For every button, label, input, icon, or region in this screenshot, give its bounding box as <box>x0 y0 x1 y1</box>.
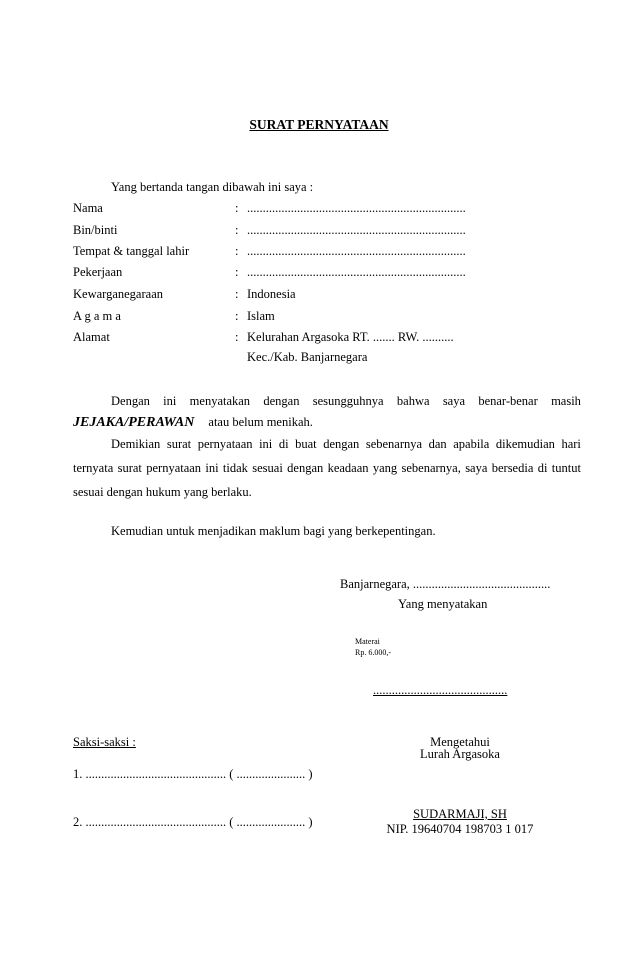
closing-word: surat <box>117 461 142 475</box>
closing-line-2 <box>73 461 581 476</box>
field-value-alamat: Kelurahan Argasoka RT. ....... RW. .......... <box>247 330 454 344</box>
official-nip: NIP. 19640704 198703 1 017 <box>386 822 534 836</box>
statement-word: benar-benar <box>478 394 538 408</box>
closing-word: saya <box>465 461 488 475</box>
field-value-nama: ...................................................................... <box>247 201 466 215</box>
field-label-kewarganegaraan: Kewarganegaraan <box>73 287 163 301</box>
closing-line-1 <box>111 437 581 452</box>
statement-word: masih <box>551 394 581 408</box>
purpose-text: Kemudian untuk menjadikan maklum bagi yang berkepentingan. <box>111 524 436 538</box>
field-colon: : <box>235 309 239 323</box>
field-colon: : <box>235 201 239 215</box>
intro-text: Yang bertanda tangan dibawah ini saya : <box>111 180 314 194</box>
closing-word: hari <box>561 437 581 451</box>
field-label-nama: Nama <box>73 201 103 215</box>
marital-status-rest: atau belum menikah. <box>208 415 313 429</box>
closing-word: pernyataan <box>146 461 202 475</box>
closing-word: pernyataan <box>197 437 253 451</box>
closing-word: yang <box>372 461 398 475</box>
statement-line-1 <box>111 394 581 409</box>
closing-word: sesuai <box>252 461 283 475</box>
field-label-agama: A g a m a <box>73 309 121 323</box>
statement-word: Dengan <box>111 394 150 408</box>
closing-word: tidak <box>222 461 248 475</box>
marital-status: JEJAKA/PERAWAN <box>73 415 195 430</box>
field-value-tempat-tanggal-lahir: ...................................................................... <box>247 244 466 258</box>
official-name: SUDARMAJI, SH <box>413 807 507 821</box>
field-label-pekerjaan: Pekerjaan <box>73 265 123 279</box>
statement-word: dengan <box>263 394 300 408</box>
field-label-alamat: Alamat <box>73 330 110 344</box>
witnesses-title: Saksi-saksi : <box>73 735 136 749</box>
closing-word: dengan <box>323 437 360 451</box>
field-label-tempat-tanggal-lahir: Tempat & tanggal lahir <box>73 244 190 258</box>
closing-word: sebenarnya, <box>401 461 461 475</box>
closing-line-3: sesuai dengan hukum yang berlaku. <box>73 485 252 499</box>
closing-word: di <box>278 437 289 451</box>
closing-word: di <box>537 461 548 475</box>
closing-word: dan <box>428 437 447 451</box>
field-value-bin-binti: ...................................................................... <box>247 223 466 237</box>
statement-line-2 <box>73 415 313 431</box>
closing-word: dengan <box>287 461 324 475</box>
closing-word: surat <box>166 437 192 451</box>
closing-word: buat <box>295 437 317 451</box>
acknowledgement-position: Lurah Argasoka <box>420 747 500 761</box>
document-title: SURAT PERNYATAAN <box>249 117 389 132</box>
signature-line: ........................................... <box>373 683 508 697</box>
statement-word: menyatakan <box>189 394 251 408</box>
closing-word: tuntut <box>551 461 581 475</box>
acknowledgement-label: Mengetahui <box>430 735 490 749</box>
field-value-pekerjaan: ...................................................................... <box>247 265 466 279</box>
field-colon: : <box>235 265 239 279</box>
address-line-2: Kec./Kab. Banjarnegara <box>247 350 368 364</box>
closing-word: ini <box>259 437 273 451</box>
closing-word: apabila <box>453 437 490 451</box>
signer-label: Yang menyatakan <box>398 597 488 611</box>
field-label-bin-binti: Bin/binti <box>73 223 118 237</box>
materai-stamp <box>355 636 391 658</box>
closing-word: dikemudian <box>495 437 555 451</box>
materai-label: Materai <box>355 637 380 646</box>
closing-word: Demikian <box>111 437 161 451</box>
field-colon: : <box>235 287 239 301</box>
statement-word: bahwa <box>396 394 430 408</box>
statement-word: saya <box>442 394 466 408</box>
field-colon: : <box>235 223 239 237</box>
closing-word: sebenarnya <box>365 437 423 451</box>
field-colon: : <box>235 330 239 344</box>
field-value-agama: Islam <box>247 309 275 323</box>
witness-line-1: 1. ............................................. ( ...................... ) <box>73 767 313 781</box>
statement-word: ini <box>163 394 177 408</box>
closing-word: ini <box>205 461 219 475</box>
closing-word: keadaan <box>327 461 369 475</box>
place-date: Banjarnegara, ............................................ <box>340 577 551 591</box>
closing-word: bersedia <box>491 461 534 475</box>
closing-word: ternyata <box>73 461 114 475</box>
field-colon: : <box>235 244 239 258</box>
statement-word: sesungguhnya <box>312 394 384 408</box>
witness-line-2: 2. ............................................. ( ...................... ) <box>73 815 313 829</box>
field-value-kewarganegaraan: Indonesia <box>247 287 296 301</box>
materai-amount: Rp. 6.000,- <box>355 648 391 657</box>
